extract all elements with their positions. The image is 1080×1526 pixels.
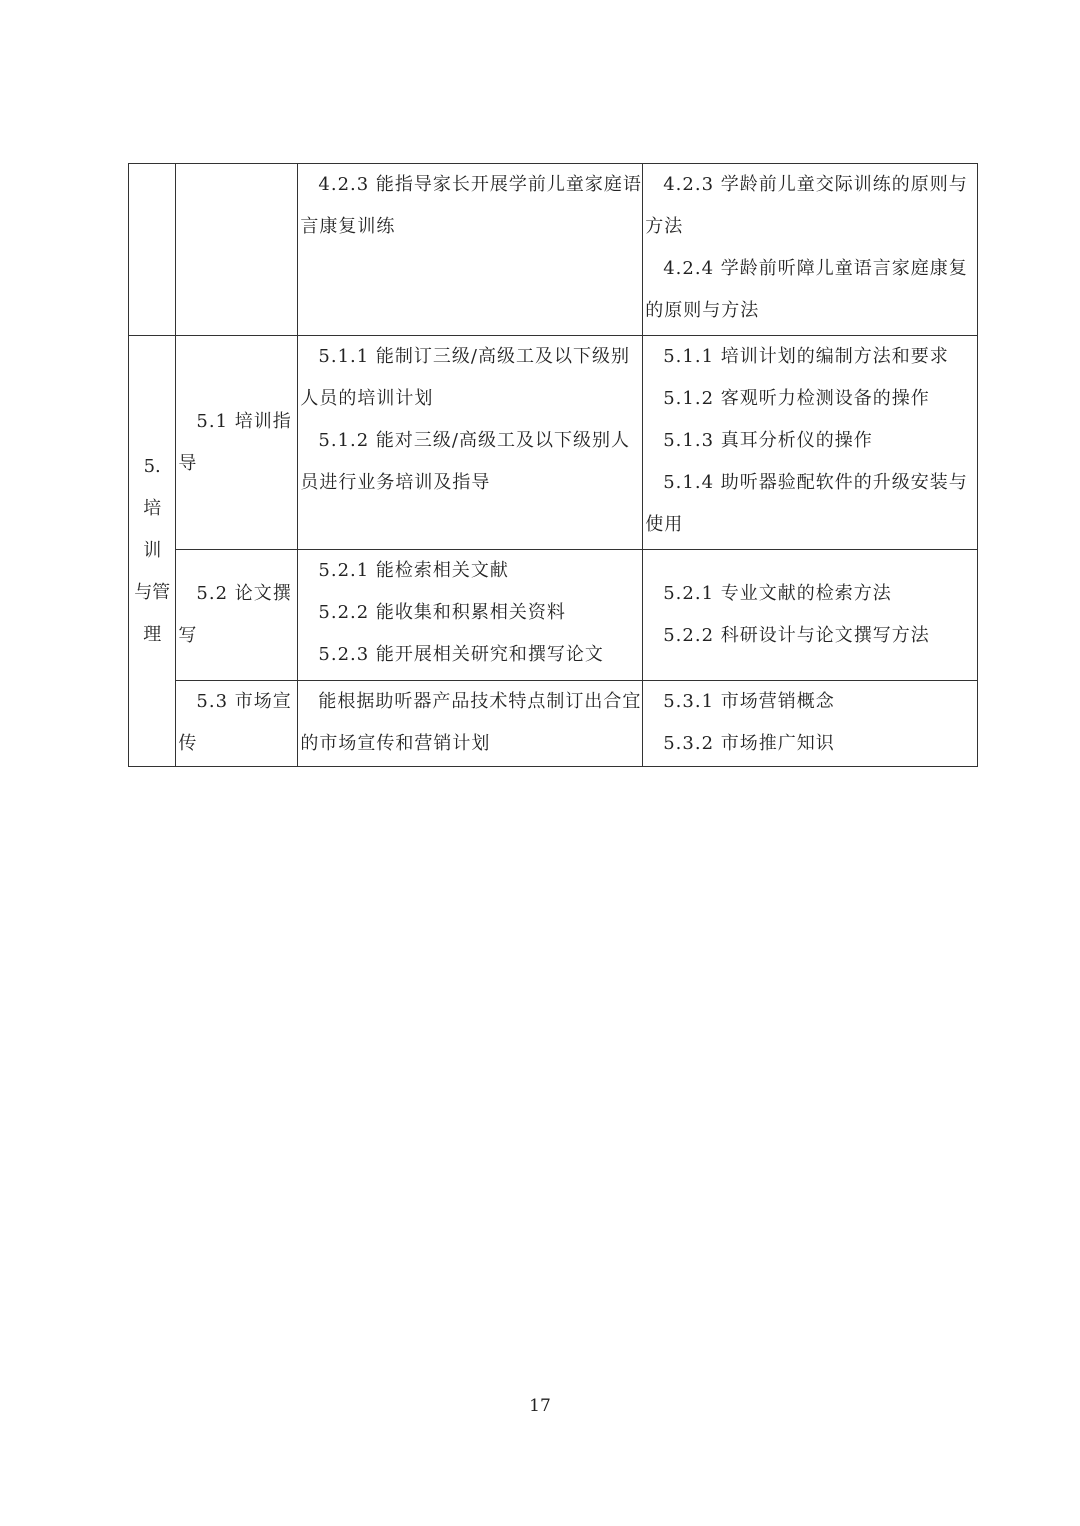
related-knowledge-cell bbox=[643, 681, 978, 767]
subject-cell bbox=[176, 681, 298, 767]
subject-cell bbox=[176, 164, 298, 336]
skill-item: 5.2.1 能检索相关文献 bbox=[318, 560, 509, 581]
category-cell: 5. 培 训 与管 理 bbox=[129, 336, 176, 767]
subject-cell bbox=[176, 336, 298, 550]
table-row bbox=[129, 164, 978, 336]
knowledge-item: 5.3.2 市场推广知识 bbox=[663, 733, 835, 754]
subject-cell bbox=[176, 550, 298, 681]
related-knowledge-cell bbox=[643, 336, 978, 550]
knowledge-item: 5.2.1 专业文献的检索方法 bbox=[663, 583, 892, 604]
subject-label: 5.1 培训指导 bbox=[178, 410, 292, 474]
skill-item: 5.2.3 能开展相关研究和撰写论文 bbox=[318, 644, 604, 665]
subject-label: 5.3 市场宣传 bbox=[178, 691, 292, 754]
related-knowledge-cell bbox=[643, 164, 978, 336]
category-cell-empty bbox=[129, 164, 176, 336]
knowledge-item: 5.1.4 助听器验配软件的升级安装与使用 bbox=[645, 472, 968, 535]
skill-item: 能根据助听器产品技术特点制订出合宜的市场宣传和营销计划 bbox=[300, 691, 642, 754]
related-knowledge-cell bbox=[643, 550, 978, 681]
table-row bbox=[129, 336, 978, 550]
skill-requirements-cell bbox=[298, 336, 643, 550]
skill-requirements-cell bbox=[298, 550, 643, 681]
knowledge-item: 5.1.2 客观听力检测设备的操作 bbox=[663, 388, 930, 409]
skill-item: 5.1.2 能对三级/高级工及以下级别人员进行业务培训及指导 bbox=[300, 430, 630, 493]
knowledge-item: 4.2.3 学龄前儿童交际训练的原则与方法 bbox=[645, 174, 968, 237]
subject-label: 5.2 论文撰写 bbox=[178, 583, 292, 646]
skill-requirements-cell bbox=[298, 164, 643, 336]
skill-item: 4.2.3 能指导家长开展学前儿童家庭语言康复训练 bbox=[300, 174, 642, 237]
skill-item: 5.2.2 能收集和积累相关资料 bbox=[318, 602, 566, 623]
knowledge-item: 5.1.1 培训计划的编制方法和要求 bbox=[663, 346, 949, 367]
page-number: 17 bbox=[529, 1396, 551, 1416]
skills-table bbox=[128, 163, 978, 767]
knowledge-item: 5.3.1 市场营销概念 bbox=[663, 691, 835, 712]
table-row bbox=[129, 681, 978, 767]
skill-item: 5.1.1 能制订三级/高级工及以下级别人员的培训计划 bbox=[300, 346, 630, 409]
knowledge-item: 4.2.4 学龄前听障儿童语言家庭康复的原则与方法 bbox=[645, 258, 968, 321]
table-row bbox=[129, 550, 978, 681]
knowledge-item: 5.2.2 科研设计与论文撰写方法 bbox=[663, 625, 930, 646]
skill-requirements-cell bbox=[298, 681, 643, 767]
knowledge-item: 5.1.3 真耳分析仪的操作 bbox=[663, 430, 873, 451]
